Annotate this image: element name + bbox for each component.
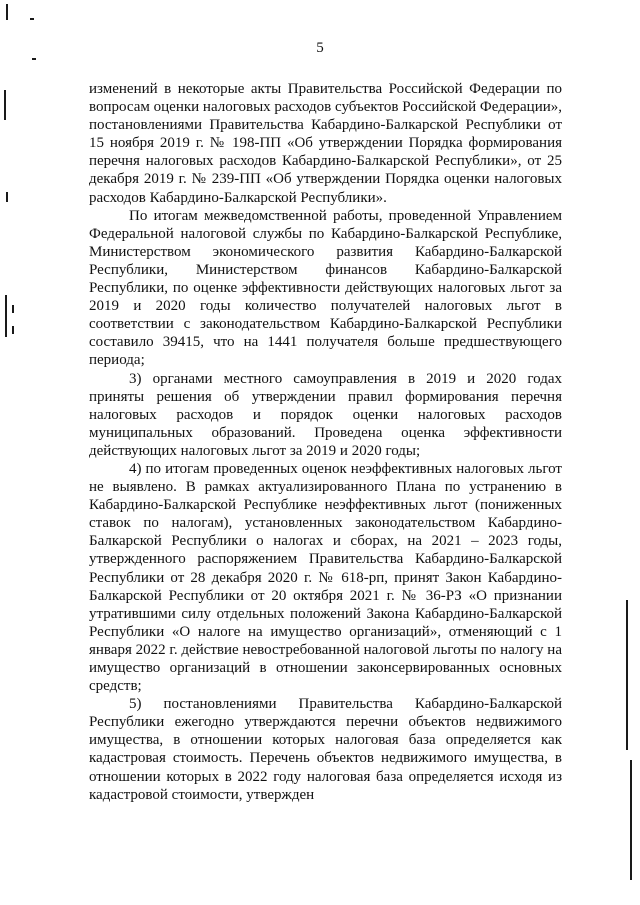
scan-edge-mark [12, 326, 14, 334]
scan-edge-mark [5, 295, 7, 337]
scan-edge-mark [12, 305, 14, 313]
scan-edge-mark [30, 18, 34, 20]
scan-edge-mark [6, 192, 8, 202]
scan-edge-mark [6, 4, 8, 20]
scan-edge-mark [630, 760, 632, 880]
paragraph-item-3: 3) органами местного самоуправления в 2019 и 2020 годах приняты решения об утверждении правил формирования перечня налоговых расходов и порядок оценки налоговых расходов муниципальных образований. Проведена оценка эффективности действующих налоговых льгот за 2019 и 2020 годы; [89, 370, 562, 459]
paragraph-item-4: 4) по итогам проведенных оценок неэффективных налоговых льгот не выявлено. В рамках актуализированного Плана по устранению в Кабардино-Балкарской Республике неэффективных льгот (пониженных ставок по налогам), установленных законодательством Кабардино-Балкарской Республики о налогах и сборах, на 2021 – 2023 годы, утвержденного распоряжением Правительства Кабардино-Балкарской Республики от 28 декабря 2020 г. № 618-рп, принят Закон Кабардино-Балкарской Республики от 20 октября 2021 г. № 36-РЗ «О признании утратившими силу отдельных положений Закона Кабардино-Балкарской Республики «О налоге на имущество организаций», отменяющий с 1 января 2022 г. действие невостребованной налоговой льготы по налогу на имущество организаций в отношении законсервированных основных средств; [89, 460, 562, 695]
scan-edge-mark [626, 600, 628, 750]
paragraph-item-5: 5) постановлениями Правительства Кабардино-Балкарской Республики ежегодно утверждаются перечни объектов недвижимого имущества, в отношении которых налоговая база определяется как кадастровая стоимость. Перечень объектов недвижимого имущества, в отношении которых в 2022 году налоговая база определяется исходя из кадастровой стоимости, утвержден [89, 696, 562, 803]
scan-edge-mark [32, 58, 36, 60]
page-number: 5 [316, 40, 324, 56]
paragraph-continuation: изменений в некоторые акты Правительства Российской Федерации по вопросам оценки налоговых расходов субъектов Российской Федерации», постановлениями Правительства Кабардино-Балкарской Республики от 15 ноября 2019 г. № 198-ПП «Об утверждении Порядка формирования перечня налоговых расходов Кабардино-Балкарской Республики», от 25 декабря 2019 г. № 239-ПП «Об утверждении Порядка оценки налоговых расходов Кабардино-Балкарской Республики». [89, 81, 562, 206]
document-body [89, 80, 562, 804]
scan-edge-mark [4, 90, 6, 120]
paragraph-interagency-results: По итогам межведомственной работы, проведенной Управлением Федеральной налоговой службы по Кабардино-Балкарской Республике, Министерством экономического развития Кабардино-Балкарской Республики, Министерством финансов Кабардино-Балкарской Республики, по оценке эффективности действующих налоговых льгот за 2019 и 2020 годы количество получателей налоговых льгот в соответствии с законодательством Кабардино-Балкарской Республики составило 39415, что на 1441 получателя больше предшествующего периода; [89, 207, 562, 369]
